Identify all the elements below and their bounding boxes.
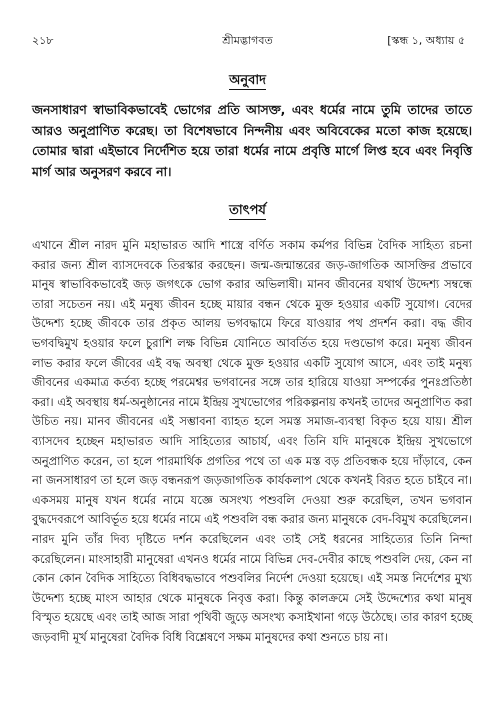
chapter-reference: [স্কন্ধ ১, অধ্যায় ৫ bbox=[387, 34, 465, 47]
purport-heading: তাৎপর্য bbox=[229, 203, 266, 218]
purport-text: এখানে শ্রীল নারদ মুনি মহাভারত আদি শাস্ত্রে বর্ণিত সকাম কর্মপর বিভিন্ন বৈদিক সাহিত্য রচনা করার জন্য শ্রীল ব্যাসদেবকে তিরস্কার করছেন। জন্ম-জন্মান্তরের জড়-জাগতিক আসক্তির প্রভাবে মানুষ স্বাভাবিকভাবেই জড় জগৎকে ভোগ করার অভিলাষী। মানব জীবনের যথার্থ উদ্দেশ্য সম্বন্ধে তারা সচেতন নয়। এই মনুষ্য জীবন হচ্ছে মায়ার বন্ধন থেকে মুক্ত হওয়ার একটি সুযোগ। বেদের উদ্দেশ্য হচ্ছে জীবকে তার প্রকৃত আলয় ভগবদ্ধামে ফিরে যাওয়ার পথ প্রদর্শন করা। বদ্ধ জীব ভগবদ্বিমুখ হওয়ার ফলে চুরাশি লক্ষ বিভিন্ন যোনিতে আবর্তিত হয়ে দণ্ডভোগ করে। মনুষ্য জীবন লাভ করার ফলে জীবের এই বদ্ধ অবস্থা থেকে মুক্ত হওয়ার একটি সুযোগ আসে, এবং তাই মনুষ্য জীবনের একমাত্র কর্তব্য হচ্ছে পরমেশ্বর ভগবানের সঙ্গে তার হারিয়ে যাওয়া সম্পর্কের পুনঃপ্রতিষ্ঠা করা। এই অবস্থায় ধর্ম-অনুষ্ঠানের নামে ইন্দ্রিয় সুখভোগের পরিকল্পনায় কখনই তাদের অনুপ্রাণিত করা উচিত নয়। মানব জীবনের এই সম্ভাবনা ব্যাহত হলে সমস্ত সমাজ-ব্যবস্থা বিকৃত হয়ে যায়। শ্রীল ব্যাসদেব হচ্ছেন মহাভারত আদি সাহিত্যের আচার্য, এবং তিনি যদি মানুষকে ইন্দ্রিয় সুখভোগে অনুপ্রাণিত করেন, তা হলে পারমার্থিক প্রগতির পথে তা এক মস্ত বড় প্রতিবন্ধক হয়ে দাঁড়াবে, কেন না জনসাধারণ তা হলে জড় বন্ধনরূপ জড়জাগতিক কার্যকলাপ থেকে কখনই বিরত হতে চাইবে না। একসময় মানুষ যখন ধর্মের নামে যজ্ঞে অসংখ্য পশুবলি দেওয়া শুরু করেছিল, তখন ভগবান বুদ্ধদেবরূপে আবির্ভূত হয়ে ধর্মের নামে এই পশুবলি বন্ধ করার জন্য মানুষকে বেদ-বিমুখ করেছিলেন। নারদ মুনি তাঁর দিব্য দৃষ্টিতে দর্শন করেছিলেন এবং তাই সেই ধরনের সাহিত্যের তিনি নিন্দা করেছিলেন। মাংসাহারী মানুষেরা এখনও ধর্মের নামে বিভিন্ন দেব-দেবীর কাছে পশুবলি দেয়, কেন না কোন কোন বৈদিক সাহিত্যে বিধিবদ্ধভাবে পশুবলির নির্দেশ দেওয়া হয়েছে। এই সমস্ত নির্দেশের মুখ্য উদ্দেশ্য হচ্ছে মাংস আহার থেকে মানুষকে নিবৃত্ত করা। কিন্তু কালক্রমে সেই উদ্দেশ্যের কথা মানুষ বিস্মৃত হয়েছে এবং তাই আজ সারা পৃথিবী জুড়ে অসংখ্য কসাইখানা গড়ে উঠেছে। তার কারণ হচ্ছে জড়বাদী মূর্খ মানুষেরা বৈদিক বিধি বিশ্লেষণে সক্ষম মানুষদের কথা শুনতে চায় না। bbox=[32, 238, 472, 644]
translation-heading: অনুবাদ bbox=[229, 73, 266, 88]
book-title: শ্রীমদ্ভাগবত bbox=[222, 34, 273, 47]
translation-text: জনসাধারণ স্বাভাবিকভাবেই ভোগের প্রতি আসক্ত, এবং ধর্মের নামে তুমি তাদের তাতে আরও অনুপ্রাণিত করেছ। তা বিশেষভাবে নিন্দনীয় এবং অবিবেকের মতো কাজ হয়েছে। তোমার দ্বারা এইভাবে নির্দেশিত হয়ে তারা ধর্মের নামে প্রবৃত্তি মার্গে লিপ্ত হবে এবং নিবৃত্তি মার্গ আর অনুসরণ করবে না। bbox=[32, 103, 472, 179]
translation-heading-wrap bbox=[0, 73, 495, 89]
purport-text-block bbox=[32, 236, 472, 647]
purport-heading-wrap bbox=[0, 203, 495, 219]
translation-text-block bbox=[32, 100, 472, 182]
page-number: ২১৮ bbox=[32, 34, 54, 47]
